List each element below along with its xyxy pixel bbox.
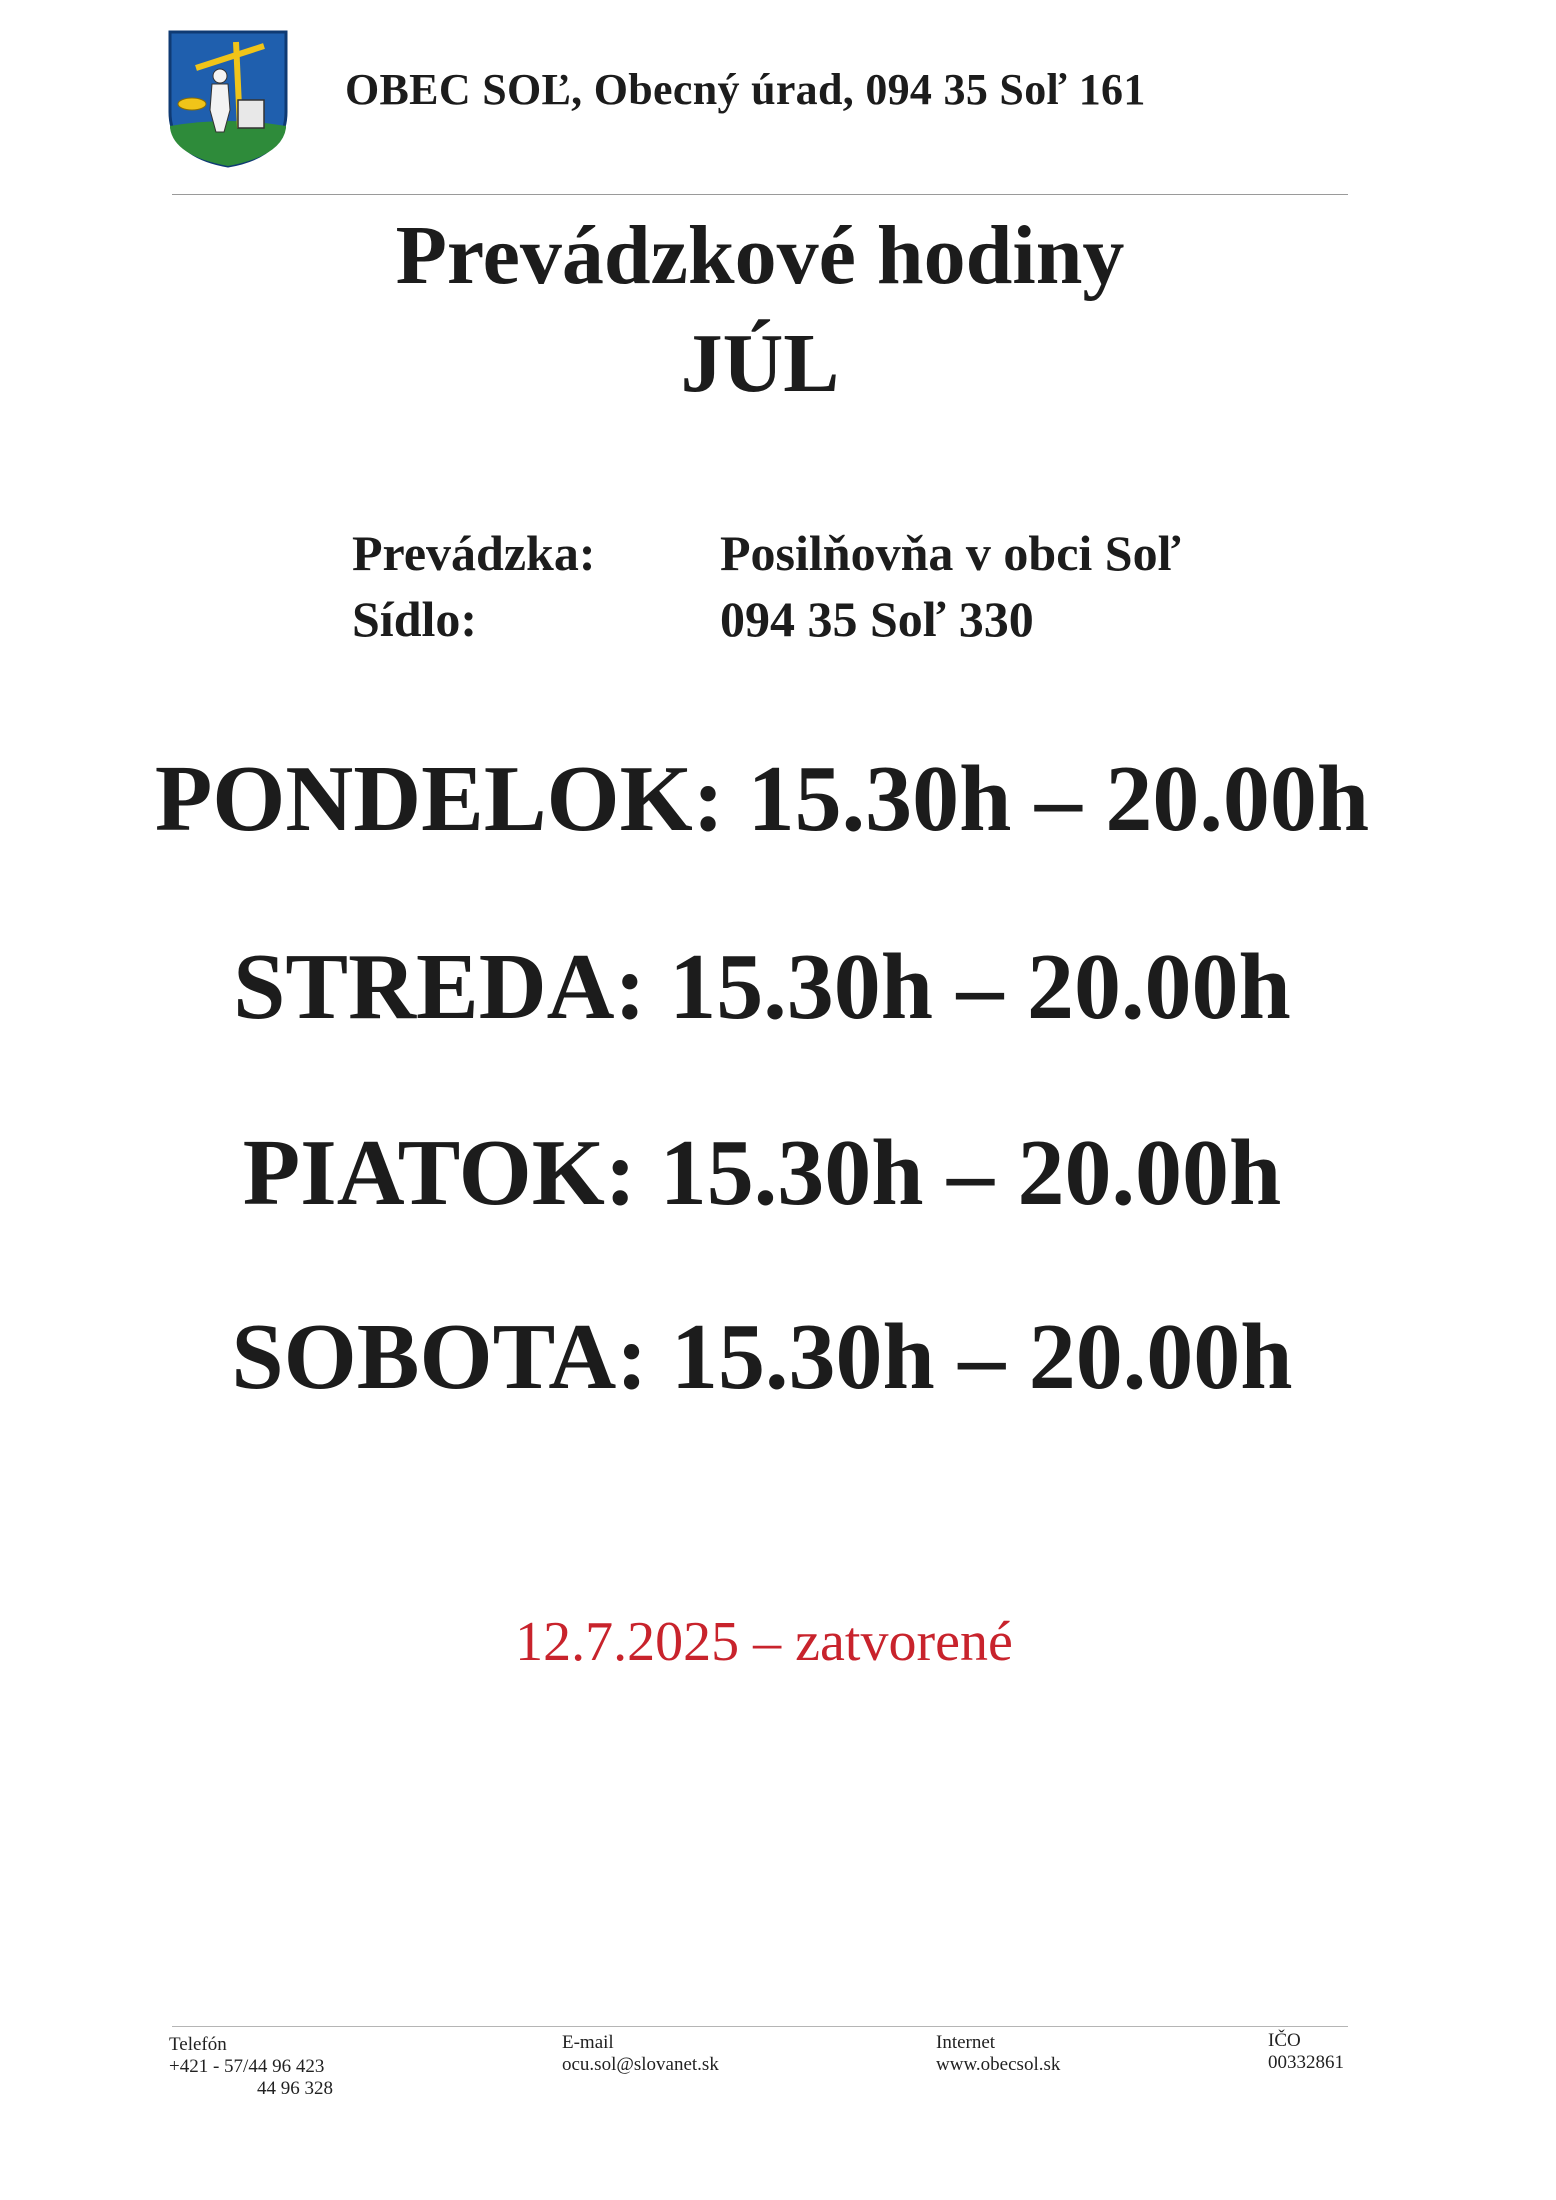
schedule-row-wednesday: STREDA: 15.30h – 20.00h [233, 935, 1291, 1039]
closed-notice: 12.7.2025 – zatvorené [515, 1611, 1013, 1673]
footer-phone [169, 2034, 333, 2100]
footer-email [562, 2032, 719, 2076]
footer-divider [172, 2026, 1348, 2027]
schedule-row-friday: PIATOK: 15.30h – 20.00h [242, 1121, 1282, 1225]
footer-internet-label: Internet [936, 2032, 996, 2053]
footer-phone-1: +421 - 57/44 96 423 [169, 2056, 325, 2077]
page-title: Prevádzkové hodiny [395, 209, 1125, 302]
footer-internet-value: www.obecsol.sk [936, 2054, 1061, 2075]
info-label-prevadzka: Prevádzka: [352, 525, 596, 581]
info-value-sidlo: 094 35 Soľ 330 [720, 591, 1034, 647]
footer-email-label: E-mail [562, 2032, 614, 2053]
header-divider [172, 194, 1348, 195]
schedule-row-saturday: SOBOTA: 15.30h – 20.00h [231, 1305, 1293, 1409]
info-label-sidlo: Sídlo: [352, 591, 478, 647]
schedule-row-monday: PONDELOK: 15.30h – 20.00h [154, 747, 1370, 851]
footer-internet [936, 2032, 1060, 2076]
footer-phone-label: Telefón [169, 2034, 227, 2055]
page-subtitle-month: JÚL [680, 317, 840, 410]
header-title: OBEC SOĽ, Obecný úrad, 094 35 Soľ 161 [345, 65, 1146, 114]
footer-ico [1268, 2030, 1344, 2074]
footer-email-value: ocu.sol@slovanet.sk [562, 2054, 719, 2075]
footer-ico-label: IČO [1268, 2030, 1301, 2051]
footer-phone-2: 44 96 328 [257, 2078, 333, 2099]
footer-ico-value: 00332861 [1268, 2052, 1344, 2073]
municipal-coat-of-arms-icon [166, 28, 290, 168]
info-value-prevadzka: Posilňovňa v obci Soľ [720, 525, 1182, 581]
